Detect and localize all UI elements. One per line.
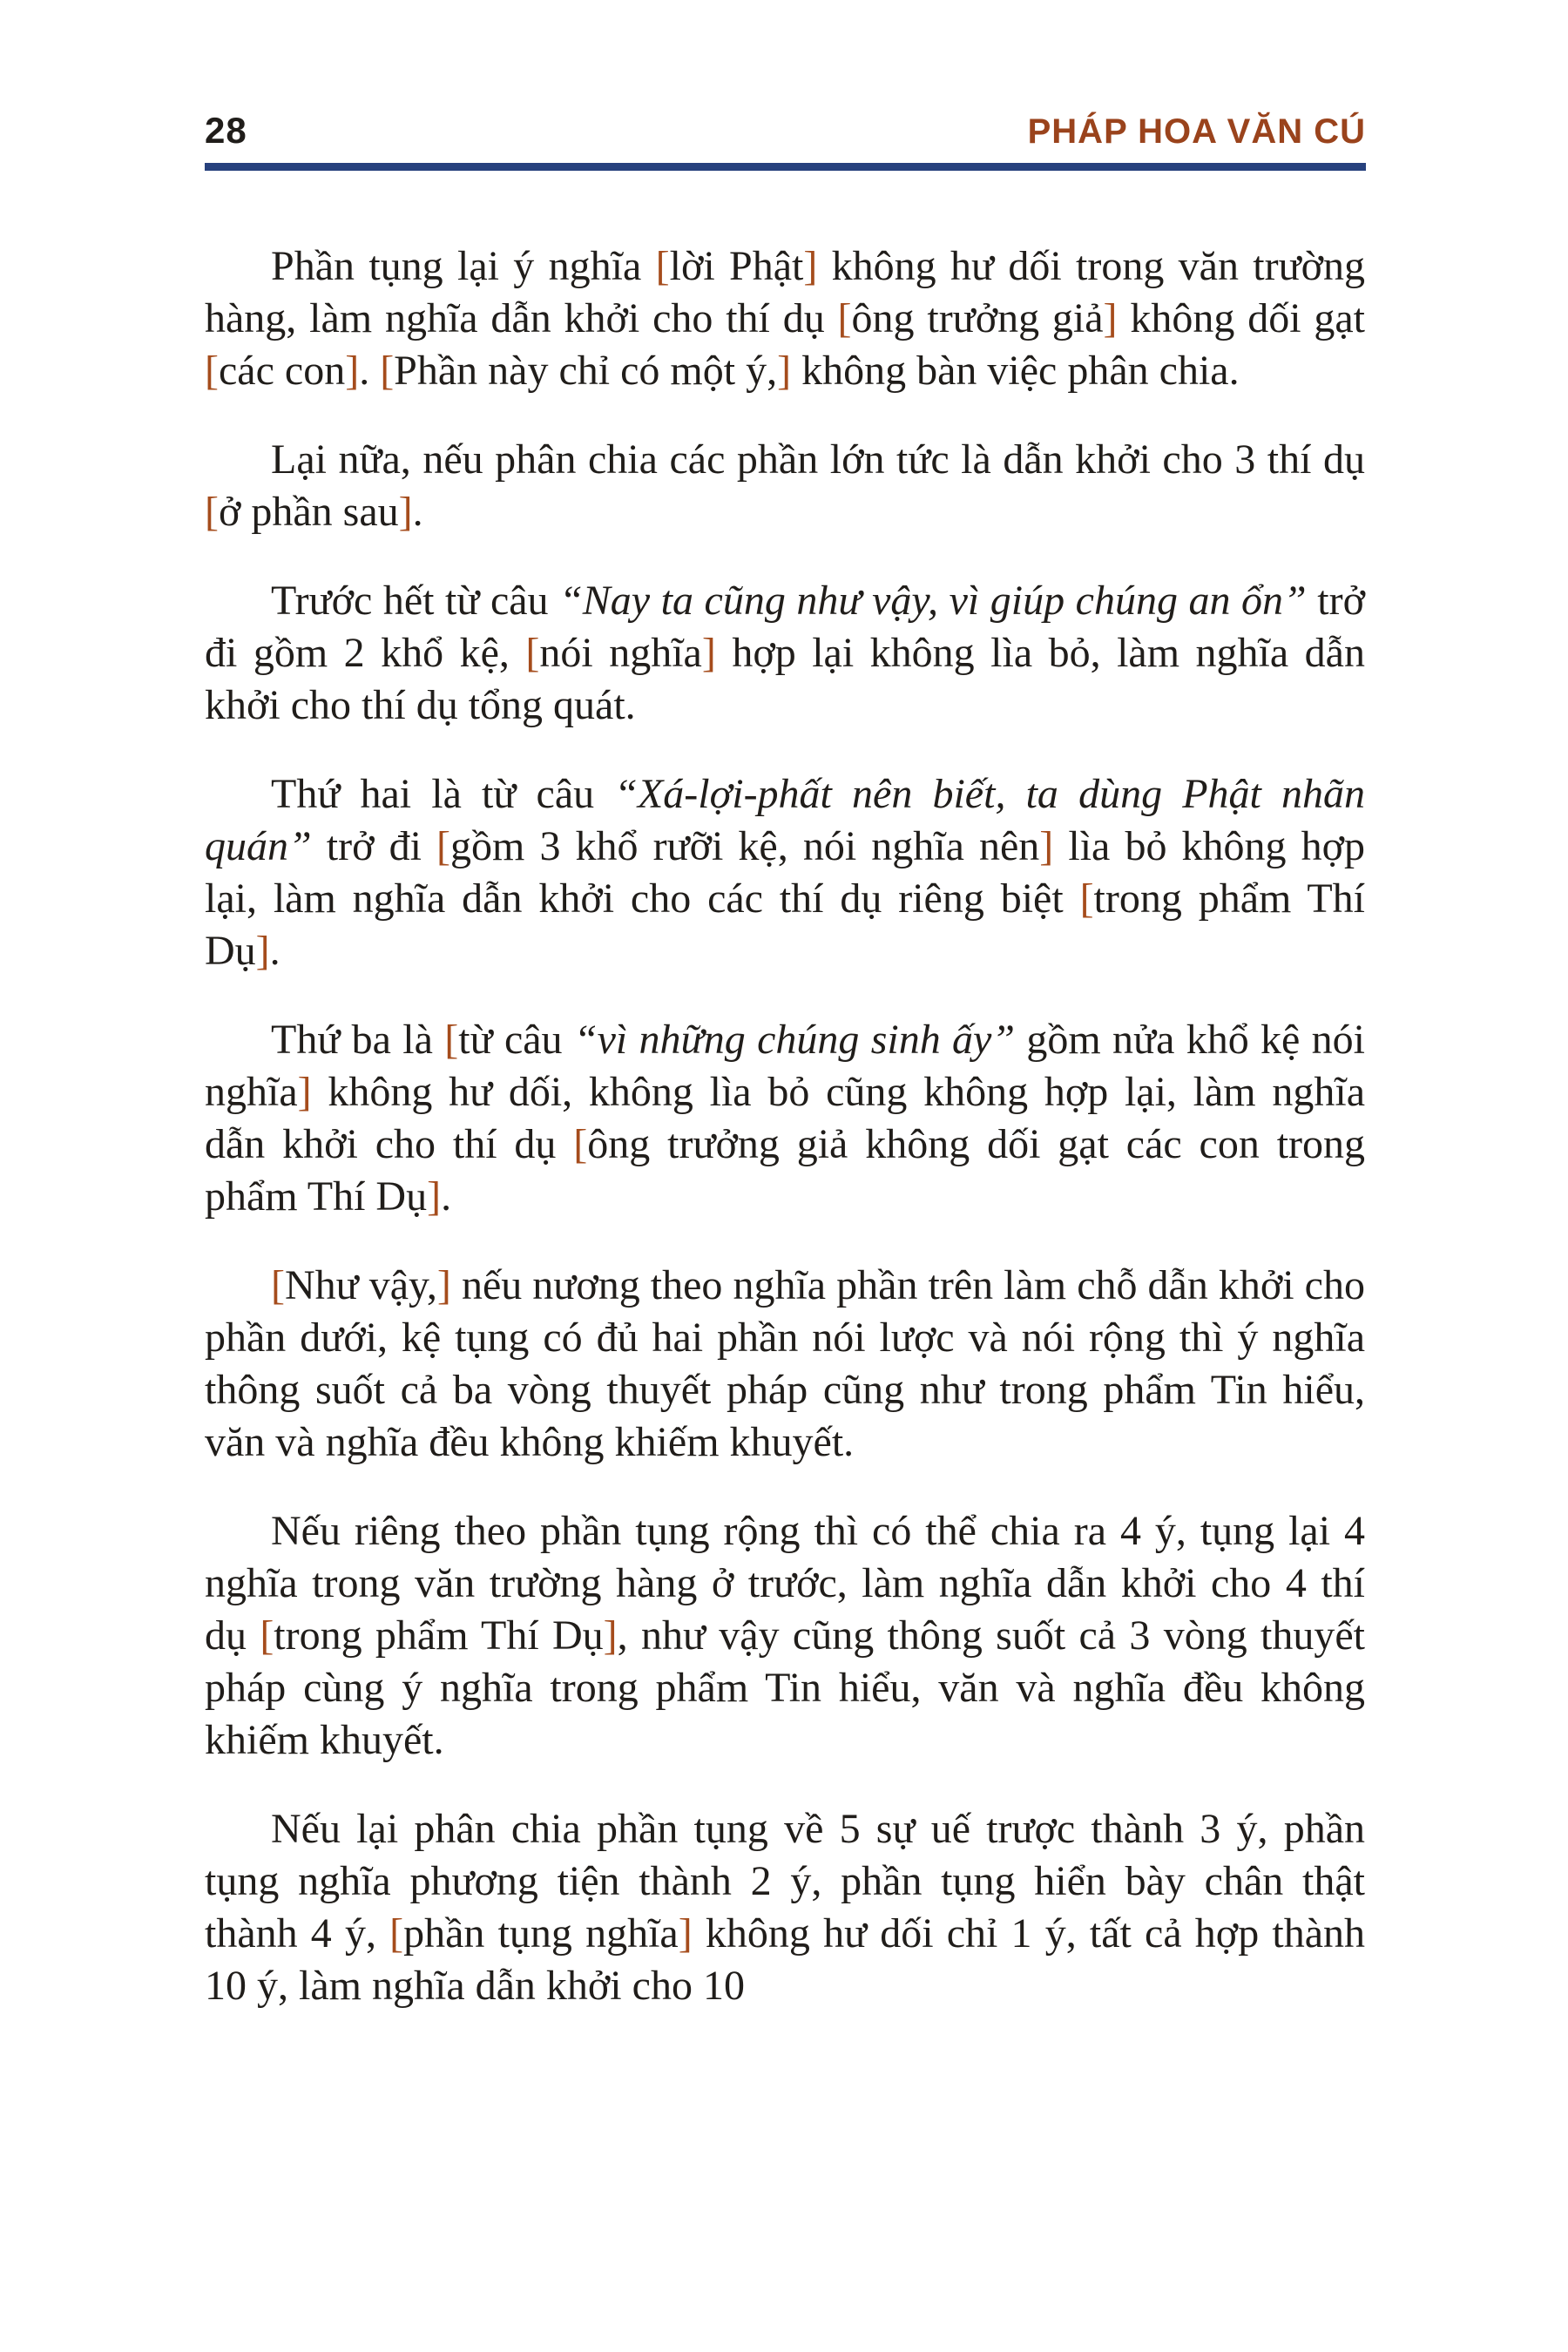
body-text: hợp lại không lìa bỏ, làm nghĩa dẫn khởi cho thí dụ tổng quát.	[205, 630, 1365, 728]
quoted-verse: “Xá-lợi-phất nên biết, ta dùng Phật nhãn quán”	[205, 771, 1365, 869]
bracket-mark: [	[205, 489, 219, 535]
bracket-mark: ]	[398, 489, 413, 535]
bracket-mark: [	[1079, 875, 1094, 922]
bracket-mark: [	[573, 1121, 588, 1167]
body-text: trở đi	[311, 823, 437, 869]
paragraph	[205, 768, 1365, 977]
body-text: lời Phật	[669, 243, 804, 289]
body-text: Như vậy,	[284, 1262, 437, 1308]
body-text: gồm nửa khổ kệ nói nghĩa	[205, 1017, 1366, 1115]
quoted-verse: “vì những chúng sinh ấy”	[573, 1017, 1016, 1063]
body-text: không hư dối chỉ 1 ý, tất cả hợp thành 10 ý, làm nghĩa dẫn khởi cho 10	[205, 1910, 1366, 2009]
body-text: Nếu riêng theo phần tụng rộng thì có thể chia ra 4 ý, tụng lại 4 nghĩa trong văn trường hàng ở trước, làm nghĩa dẫn khởi cho 4 thí dụ	[205, 1508, 1365, 1659]
body-text: Thứ ba là	[271, 1017, 445, 1063]
bracket-mark: ]	[701, 630, 716, 676]
body-text: phần tụng nghĩa	[403, 1910, 679, 1957]
body-text: Thứ hai là từ câu	[271, 771, 615, 817]
body-text: ông trưởng giả không dối gạt các con trong phẩm Thí Dụ	[205, 1121, 1366, 1220]
bracket-mark: [	[655, 243, 670, 289]
body-text: .	[441, 1173, 452, 1220]
bracket-mark: [	[837, 295, 852, 341]
bracket-mark: ]	[1039, 823, 1054, 869]
body-text: .	[412, 489, 423, 535]
bracket-mark: ]	[427, 1173, 442, 1220]
body-text: trong phẩm Thí Dụ	[205, 875, 1366, 974]
body-text: các con	[218, 348, 346, 394]
bracket-mark: [	[436, 823, 451, 869]
bracket-mark: [	[389, 1910, 404, 1957]
body-text: ông trưởng giả	[851, 295, 1104, 341]
quoted-verse: “Nay ta cũng như vậy, vì giúp chúng an ổn”	[559, 578, 1307, 624]
bracket-mark: ]	[255, 928, 270, 974]
bracket-mark: ]	[678, 1910, 693, 1957]
paragraph	[205, 1260, 1365, 1469]
paragraph	[205, 1803, 1365, 2012]
page-number: 28	[205, 110, 247, 151]
bracket-mark: [	[260, 1612, 274, 1659]
paragraph	[205, 575, 1365, 732]
body-text: trở đi gồm 2 khổ kệ,	[205, 578, 1365, 676]
bracket-mark: ]	[297, 1069, 312, 1115]
body-text: ở phần sau	[218, 489, 399, 535]
header-rule	[205, 163, 1366, 171]
body-text: Phần này chỉ có một ý,	[394, 348, 778, 394]
paragraph	[205, 240, 1365, 397]
body-text: .	[359, 348, 381, 394]
header-row	[205, 110, 1366, 152]
body-text: nói nghĩa	[539, 630, 702, 676]
body-text: lìa bỏ không hợp lại, làm nghĩa dẫn khởi cho các thí dụ riêng biệt	[205, 823, 1366, 922]
bracket-mark: [	[444, 1017, 459, 1063]
body-text: nếu nương theo nghĩa phần trên làm chỗ dẫn khởi cho phần dưới, kệ tụng có đủ hai phần nói lược và nói rộng thì ý nghĩa thông suốt cả ba vòng thuyết pháp cũng như trong phẩm Tin hiểu, văn và nghĩa đều không khiếm khuyết.	[205, 1262, 1365, 1465]
body-text: từ câu	[458, 1017, 574, 1063]
body-text: Lại nữa, nếu phân chia các phần lớn tức là dẫn khởi cho 3 thí dụ	[271, 436, 1365, 483]
running-title: PHÁP HOA VĂN CÚ	[1027, 112, 1366, 151]
page-header	[205, 110, 1366, 171]
body-text: không dối gạt	[1117, 295, 1365, 341]
bracket-mark: ]	[345, 348, 360, 394]
bracket-mark: [	[205, 348, 219, 394]
bracket-mark: [	[271, 1262, 285, 1308]
body-text: .	[269, 928, 280, 974]
body-text: không hư dối, không lìa bỏ cũng không hợp lại, làm nghĩa dẫn khởi cho thí dụ	[205, 1069, 1365, 1167]
bracket-mark: ]	[1103, 295, 1118, 341]
body-text: , như vậy cũng thông suốt cả 3 vòng thuyết pháp cùng ý nghĩa trong phẩm Tin hiểu, văn và nghĩa đều không khiếm khuyết.	[205, 1612, 1366, 1763]
bracket-mark: ]	[777, 348, 792, 394]
body-text: Phần tụng lại ý nghĩa	[271, 243, 656, 289]
bracket-mark: ]	[436, 1262, 451, 1308]
body-text: gồm 3 khổ rưỡi kệ, nói nghĩa nên	[450, 823, 1040, 869]
bracket-mark: ]	[803, 243, 818, 289]
bracket-mark: ]	[603, 1612, 618, 1659]
paragraph	[205, 1014, 1365, 1223]
paragraph	[205, 434, 1365, 538]
body-text: không hư dối trong văn trường hàng, làm nghĩa dẫn khởi cho thí dụ	[205, 243, 1366, 341]
body-text: không bàn việc phân chia.	[791, 348, 1240, 394]
body-text: trong phẩm Thí Dụ	[274, 1612, 604, 1659]
body-text: Trước hết từ câu	[271, 578, 560, 624]
page-body	[205, 240, 1365, 2049]
bracket-mark: [	[525, 630, 540, 676]
paragraph	[205, 1505, 1365, 1767]
bracket-mark: [	[380, 348, 395, 394]
body-text: Nếu lại phân chia phần tụng về 5 sự uế trược thành 3 ý, phần tụng nghĩa phương tiện thành 2 ý, phần tụng hiển bày chân thật thành 4 ý,	[205, 1806, 1365, 1957]
